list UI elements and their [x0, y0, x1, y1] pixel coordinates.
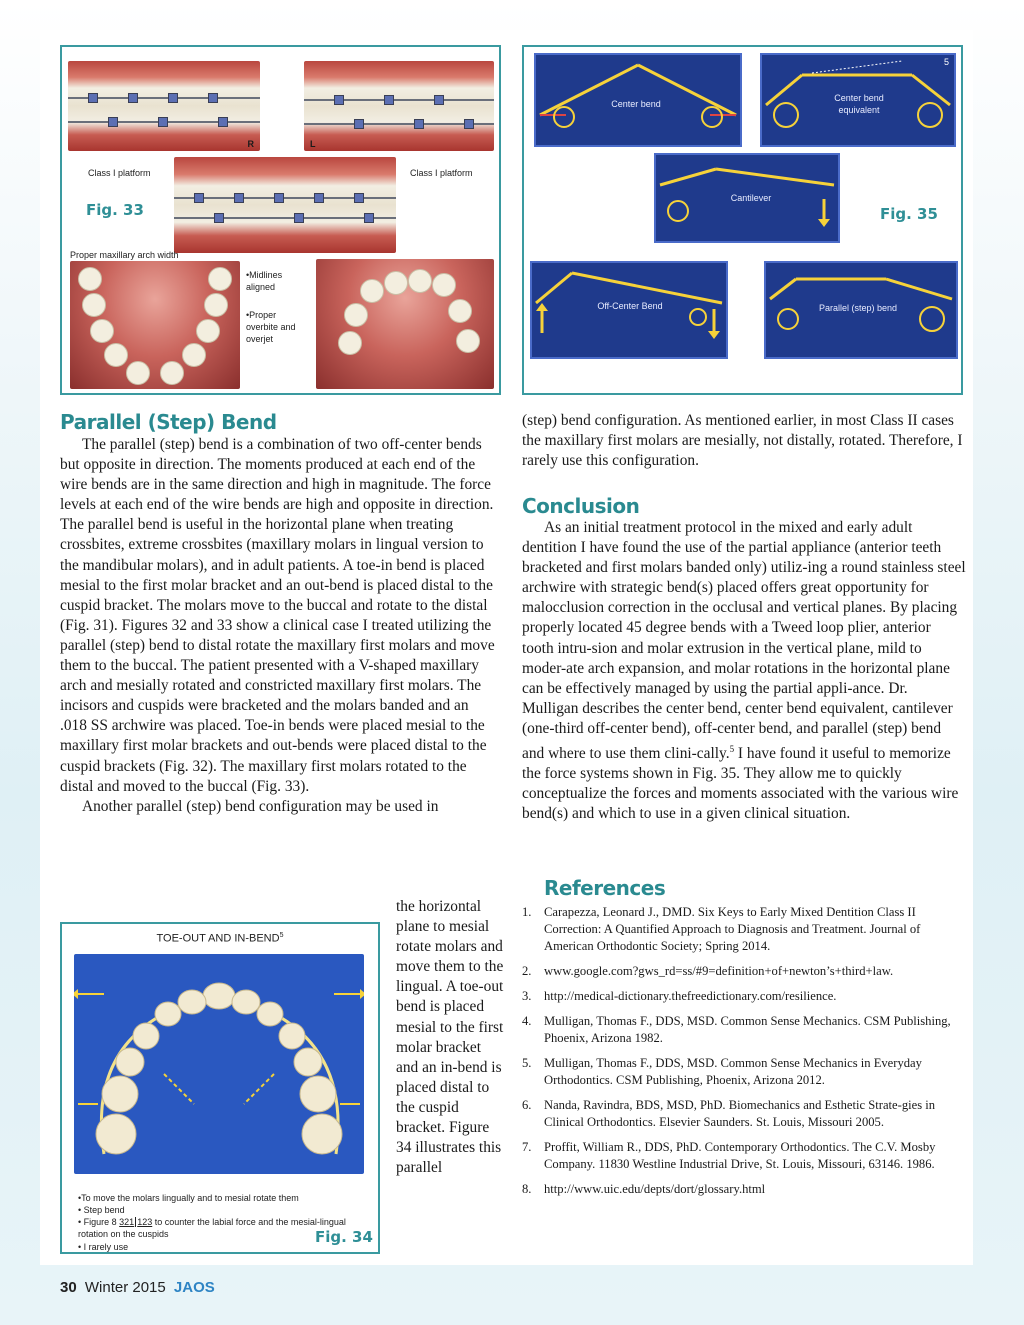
- center-bend-label: Center bend: [611, 99, 661, 109]
- photo-upper-left: [304, 61, 494, 151]
- reference-item: 7. Proffit, William R., DDS, PhD. Contemporary Orthodontics. The C.V. Mosby Company. 11830 Westline Industrial Drive, St. Louis, Missouri, 63146. 1986.: [522, 1140, 936, 1171]
- issue-date: Winter 2015: [84, 1279, 166, 1296]
- journal-name: JAOS: [173, 1279, 215, 1296]
- photo-frontal-occlusion: [174, 157, 396, 253]
- note-rarely-use: • I rarely use: [78, 1241, 129, 1252]
- figure-34: [60, 922, 380, 1254]
- figure-33: [60, 45, 501, 395]
- off-center-bend-label: Off-Center Bend: [597, 301, 663, 311]
- paragraph-parallel-bend: The parallel (step) bend is a combination of two off-center bends but opposite in direction. The moments produced at each end of the wire bends are in the same direction and high in magnitude. The force levels at each end of the wire bends are high and opposite in direction. The parallel bend is useful in the horizontal plane when treating crossbites, extreme crossbites (maxillary molars in lingual version to the mandibular molars), and in adult patients. A toe-in bend is placed mesial to the first molar bracket and an out-bend is placed distal to the cuspid bracket. The molars move to the buccal and rotate to the distal (Fig. 31). Figures 32 and 33 show a clinical case I treated utilizing the parallel (step) bend to distal rotate the maxillary first molars and move them to the buccal. The patient presented with a V-shaped maxillary arch and mesially rotated and constricted maxillary first molars. The incisors and cuspids were bracketed and the molars banded and an .018 SS archwire was placed. Toe-in bends were placed mesial to the maxillary first molar brackets and out-bends were placed distal to the cuspid brackets (Fig. 32). The maxillary first molars rotated to the distal and moved to the buccal (Fig. 33).: [60, 436, 495, 795]
- heading-references: References: [544, 876, 666, 900]
- right-column-top-text: (step) bend configuration. As mentioned earlier, in most Class II cases the maxillary first molars are mesially, not distally, rotated. Therefore, I rarely use this configuration.: [522, 412, 963, 470]
- panel-off-center-bend: [530, 261, 728, 359]
- panel-center-bend: [534, 53, 742, 147]
- photo-maxillary-arch: [70, 261, 240, 389]
- heading-conclusion: Conclusion: [522, 494, 640, 518]
- left-column-body: [60, 435, 496, 817]
- reference-item: 2. www.google.com?gws_rd=ss/#9=definition+of+newton’s+third+law.: [522, 963, 894, 978]
- page-footer: [60, 1279, 215, 1296]
- center-bend-equivalent-label: Center bend equivalent: [834, 93, 884, 115]
- right-side-marker: R: [247, 139, 254, 149]
- parallel-step-bend-label: Parallel (step) bend: [818, 303, 898, 313]
- figure-33-label: Fig. 33: [86, 201, 144, 219]
- reference-item: 4. Mulligan, Thomas F., DDS, MSD. Common Sense Mechanics. CSM Publishing, Phoenix, Arizona 1982.: [522, 1014, 951, 1045]
- class-platform-right: Class I platform: [410, 168, 473, 178]
- cantilever-label: Cantilever: [730, 193, 772, 203]
- left-side-marker: L: [310, 139, 316, 149]
- reference-item: 5. Mulligan, Thomas F., DDS, MSD. Common Sense Mechanics in Everyday Orthodontics. CSM Publishing, Phoenix, Arizona 2012.: [522, 1056, 922, 1087]
- toe-out-in-bend-diagram: [74, 954, 364, 1174]
- heading-parallel-step-bend: Parallel (Step) Bend: [60, 410, 277, 434]
- overbite-caption: •Proper overbite and overjet: [246, 310, 296, 345]
- photo-upper-right: [68, 61, 260, 151]
- photo-mandibular-arch: [316, 259, 494, 389]
- panel-center-bend-equivalent: [760, 53, 956, 147]
- paragraph-another-config-start: Another parallel (step) bend configuration may be used in: [82, 797, 439, 815]
- references-list: [522, 904, 962, 1206]
- note-figure-8: • Figure 8 321 123 to counter the labial force and the mesial-lingual rotation on the cuspids: [78, 1217, 346, 1240]
- class-platform-left: Class I platform: [88, 168, 151, 178]
- arch-width-caption: Proper maxillary arch width: [70, 250, 179, 260]
- note-step-bend: • Step bend: [78, 1205, 125, 1216]
- conclusion-body: [522, 518, 966, 825]
- figure-35-corner-number: 5: [943, 57, 949, 67]
- figure-34-title: TOE-OUT AND IN-BEND$^5$: [156, 932, 284, 945]
- midlines-caption: •Midlines aligned: [246, 270, 283, 293]
- reference-item: 3. http://medical-dictionary.thefreedictionary.com/resilience.: [522, 988, 837, 1003]
- panel-parallel-step-bend: [764, 261, 958, 359]
- wrapped-paragraph-continuation: the horizontal plane to mesial rotate molars and move them to the lingual. A toe-out bend is placed mesial to the first molar bracket and an in-bend is placed distal to the cuspid bracket. Figure 34 illustrates this parallel: [396, 898, 504, 1177]
- reference-item: 8. http://www.uic.edu/depts/dort/glossary.html: [522, 1182, 766, 1197]
- figure-35: [522, 45, 963, 395]
- reference-item: 1. Carapezza, Leonard J., DMD. Six Keys to Early Mixed Dentition Class II Correction: A Quantified Approach to Diagnosis and Treatment. Journal of American Orthodontic Society; Spring 2014.: [522, 905, 921, 953]
- panel-cantilever: [654, 153, 840, 243]
- note-move-molars: •To move the molars lingually and to mesial rotate them: [78, 1193, 299, 1203]
- figure-35-label: Fig. 35: [880, 205, 938, 223]
- reference-item: 6. Nanda, Ravindra, BDS, MSD, PhD. Biomechanics and Esthetic Strate-gies in Clinical Orthodontics. Elsevier Saunders. St. Louis, Missouri 2005.: [522, 1098, 936, 1129]
- figure-34-label: Fig. 34: [315, 1228, 373, 1246]
- paragraph-conclusion: As an initial treatment protocol in the mixed and early adult dentition I have found the use of the partial appliance (anterior teeth bracketed and first molars banded only) utiliz-ing a round stainless steel archwire with strategic bend(s) placed offers great opportunity for malocclusion correction in the occlusal and vertical planes. By placing properly located 45 degree bends with a Tweed loop plier, anterior tooth intru-sion and molar extrusion in the vertical plane, mild to moder-ate arch expansion, and molar rotations in the horizontal plane can be effectively managed by using the partial appli-ance. Dr. Mulligan describes the center bend, center bend equivalent, cantilever (one-third off-center bend), off-center bend, and parallel (step) bend and where to use them clini-cally.$^5$ I have found it useful to memorize the force systems shown in Fig. 35. They allow me to quickly conceptualize the forces and moments associated with the various wire bend(s) and which to use in a given clinical situation.: [522, 519, 966, 823]
- page-number: 30: [60, 1279, 77, 1296]
